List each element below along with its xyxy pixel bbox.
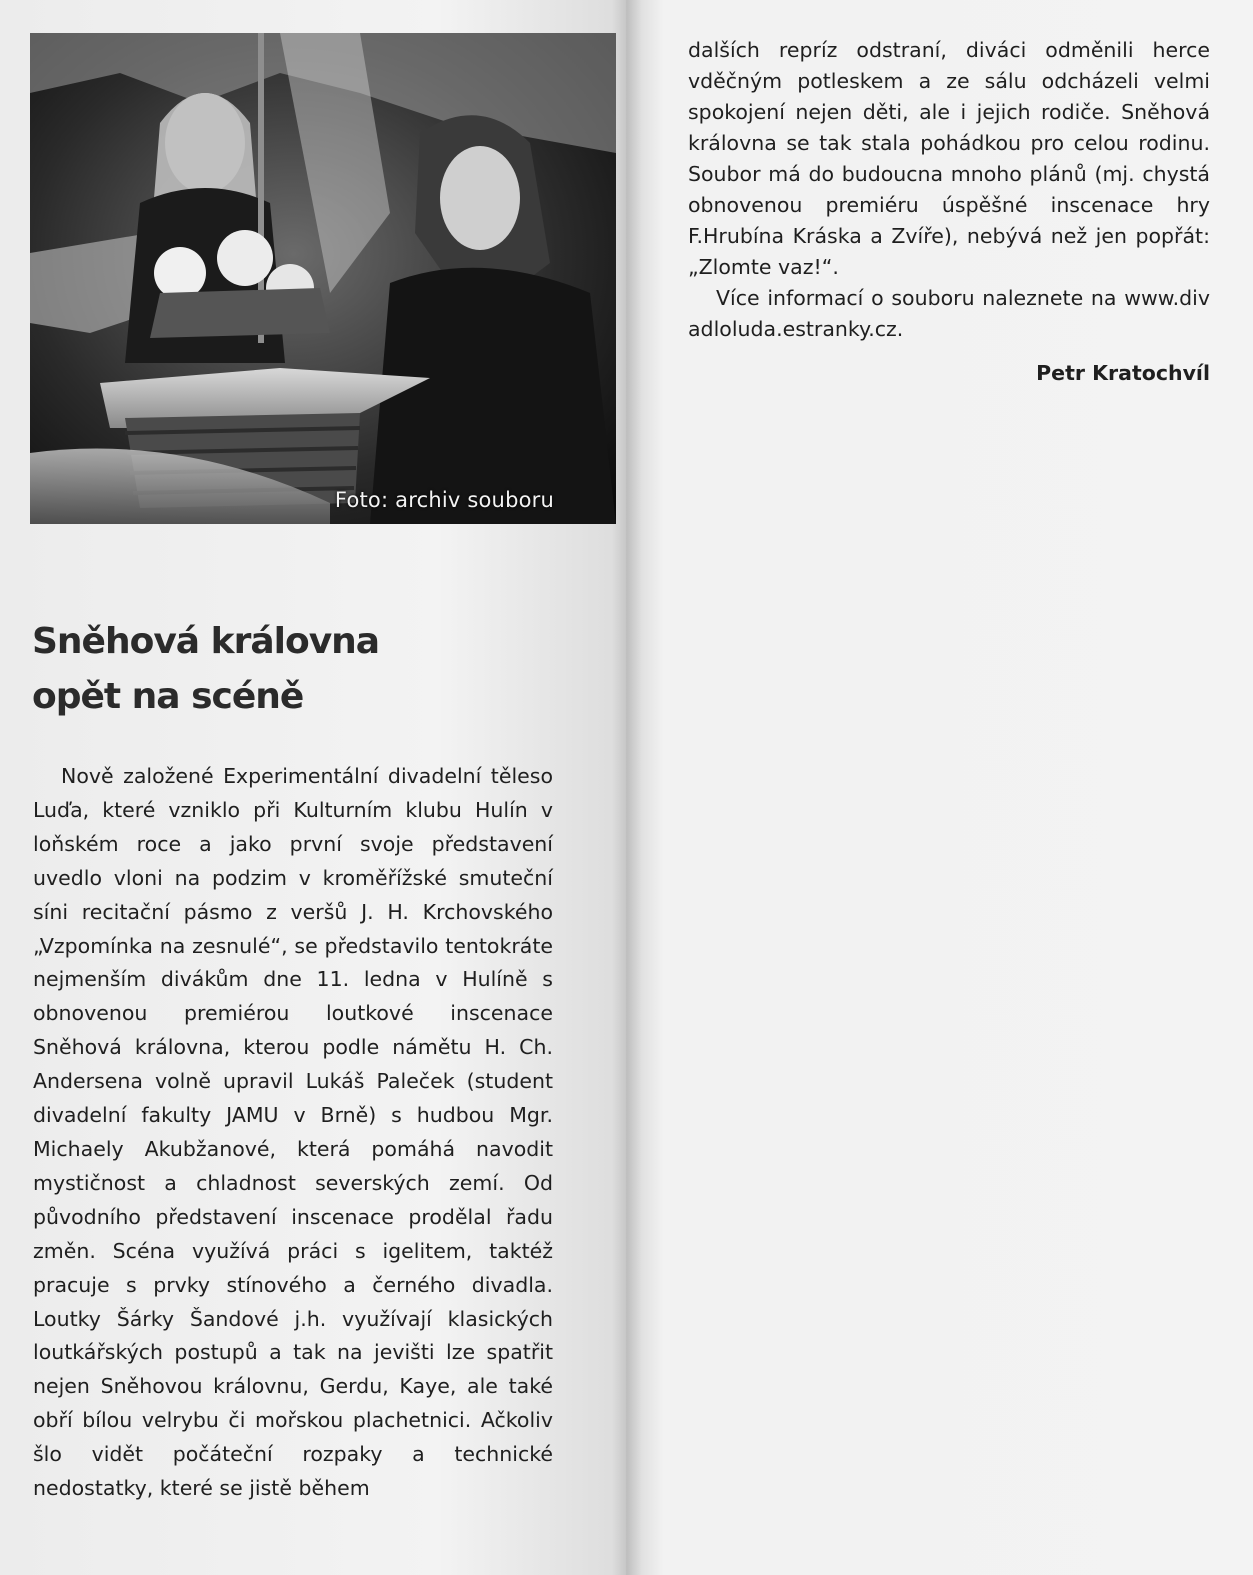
photo-illustration [30,33,616,524]
article-author: Petr Kratochvíl [1036,361,1210,385]
paragraph-1: Nově založené Experimentální divadelní těleso Luďa, které vzniklo při Kulturním klubu Hulín v loňském roce a jako první svoje představení uvedlo vloni na podzim v kroměřížské smuteční síni recitační pásmo z veršů J. H. Krchovského „Vzpomínka na zesnulé“, se představilo tentokráte nejmenším divákům dne 11. ledna v Hulíně s obnovenou premiérou loutkové inscenace Sněhová královna, kterou podle námětu H. Ch. Andersena volně upravil Lukáš Paleček (student divadelní fakulty JAMU v Brně) s hudbou Mgr. Michaely Akubžanové, která pomáhá navodit mystičnost a chladnost severských zemí. Od původního představení inscenace prodělal řadu změn. Scéna využívá práci s igelitem, taktéž pracuje s prvky stínového a černého divadla. Loutky Šárky Šandové j.h. využívají klasických loutkářských postupů a tak na jevišti lze spatřit nejen Sněhovou královnu, Gerdu, Kaye, ale také obří bílou velrybu či mořskou plachetnici. Ačkoliv šlo vidět počáteční rozpaky a technické nedostatky, které se jistě během [33,764,553,1501]
book-gutter [612,0,642,1575]
paragraph-2: dalších repríz odstraní, diváci odměnili herce vděčným potleskem a ze sálu odcházeli velmi spokojení nejen děti, ale i jejich rodiče. Sněhová královna se tak stala pohádkou pro celou rodinu. Soubor má do budoucna mnoho plánů (mj. chystá obnovenou premiéru úspěšné inscenace hry F.Hrubína Kráska a Zvíře), nebývá než jen popřát: „Zlomte vaz!“. [688,38,1210,279]
article-photo [30,33,616,524]
photo-credit: Foto: archiv souboru [334,488,554,512]
article-title [32,614,572,724]
title-line-1: Sněhová královna [32,621,380,662]
article-body-left-column [33,760,553,1506]
paragraph-3: Více informací o souboru naleznete na www.divadloluda.estranky.cz. [688,286,1210,341]
article-body-right-column [688,35,1210,345]
title-line-2: opět na scéně [32,676,304,717]
